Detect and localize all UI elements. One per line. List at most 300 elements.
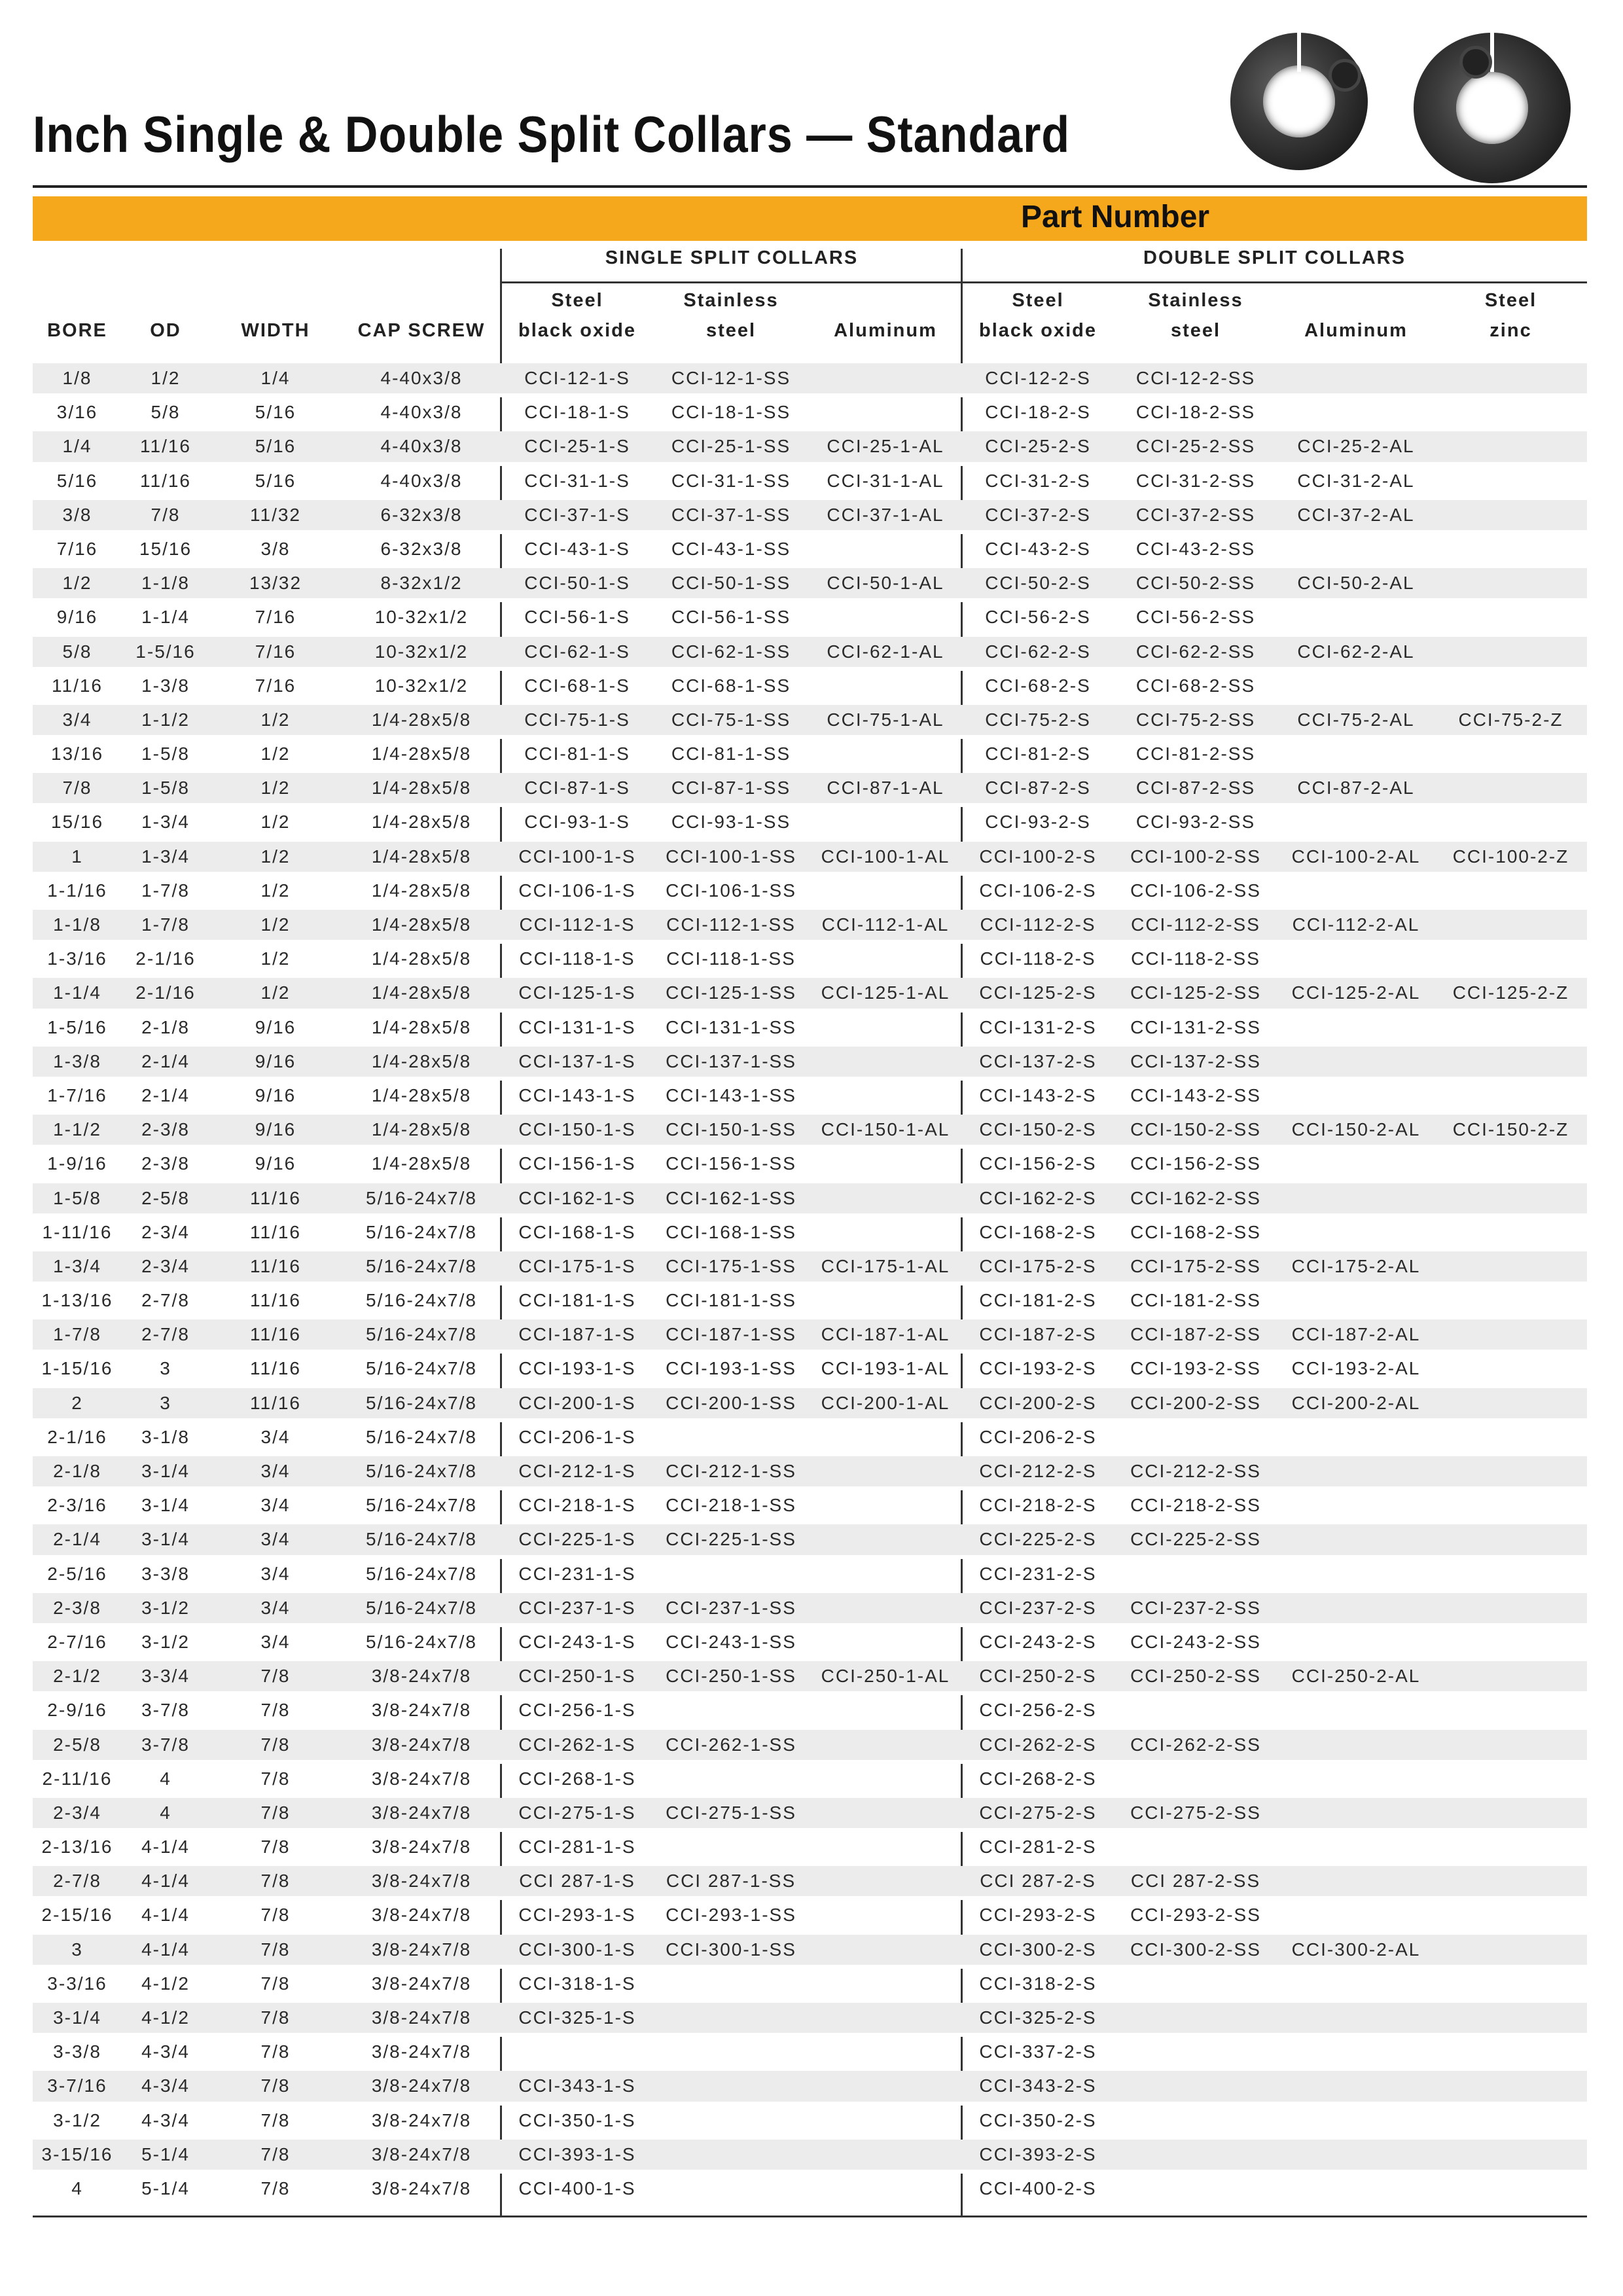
table-row	[33, 876, 1587, 910]
cell-cap-screw: 6-32x3/8	[380, 538, 463, 559]
cell-single-stainless: CCI-218-1-SS	[666, 1495, 796, 1516]
cell-cap-screw: 3/8-24x7/8	[371, 1905, 472, 1926]
cell-double-zinc	[1435, 1013, 1587, 1043]
cell-od: 2-1/4	[141, 1050, 190, 1071]
cell-single-stainless: CCI-62-1-SS	[671, 641, 791, 662]
cell-width: 9/16	[255, 1153, 296, 1174]
cell-cap-screw: 5/16-24x7/8	[366, 1187, 477, 1208]
cell-double-steel: CCI-100-2-S	[979, 846, 1097, 867]
cell-single-aluminum	[809, 2140, 962, 2170]
cell-bore: 1-13/16	[41, 1290, 113, 1311]
cell-single-stainless: CCI-300-1-SS	[666, 1939, 796, 1960]
cell-double-steel: CCI-212-2-S	[979, 1461, 1097, 1481]
cell-single-steel: CCI-112-1-S	[519, 914, 635, 935]
cell-double-zinc: CCI-150-2-Z	[1452, 1119, 1569, 1140]
cell-double-zinc	[1435, 2140, 1587, 2170]
cell-single-aluminum	[809, 2174, 962, 2204]
cell-single-aluminum	[809, 1730, 962, 1760]
cell-single-aluminum: CCI-25-1-AL	[827, 436, 944, 457]
cell-od: 4-3/4	[141, 2109, 190, 2130]
cell-cap-screw: 4-40x3/8	[380, 436, 463, 457]
cell-bore: 1-7/16	[47, 1085, 107, 1105]
cell-bore: 3-3/8	[53, 2041, 101, 2062]
cell-single-stainless: CCI-156-1-SS	[666, 1153, 796, 1174]
cell-single-aluminum	[809, 671, 962, 701]
cell-double-zinc	[1435, 1422, 1587, 1452]
cell-bore: 3/8	[62, 504, 92, 525]
col-single-steel	[501, 285, 653, 346]
cell-bore: 1-5/16	[47, 1016, 107, 1037]
cell-double-zinc	[1435, 637, 1587, 667]
cell-single-stainless: CCI-112-1-SS	[666, 914, 796, 935]
cell-bore: 1-3/4	[53, 1255, 101, 1276]
cell-single-aluminum	[809, 1149, 962, 1179]
cell-od: 1-5/8	[141, 744, 190, 764]
cell-single-steel: CCI-300-1-S	[518, 1939, 636, 1960]
cell-double-stainless: CCI-200-2-SS	[1130, 1392, 1261, 1413]
cell-double-zinc	[1435, 1183, 1587, 1213]
cell-cap-screw: 5/16-24x7/8	[366, 1221, 477, 1242]
cell-width: 7/8	[260, 2075, 291, 2096]
cell-single-stainless: CCI-168-1-SS	[666, 1221, 796, 1242]
cell-single-stainless: CCI 287-1-SS	[666, 1871, 796, 1892]
cell-double-steel: CCI-325-2-S	[979, 2007, 1097, 2028]
cell-double-zinc	[1435, 1456, 1587, 1486]
double-split-underline	[962, 281, 1587, 283]
cell-single-stainless: CCI-125-1-SS	[666, 982, 796, 1003]
col-single-steel-line1: Steel	[551, 290, 603, 311]
cell-od: 1-5/16	[135, 641, 196, 662]
cell-double-steel: CCI-106-2-S	[979, 880, 1097, 901]
table-row	[33, 1285, 1587, 1319]
cell-double-steel: CCI-37-2-S	[985, 504, 1091, 525]
cell-double-aluminum: CCI-125-2-AL	[1291, 982, 1421, 1003]
cell-double-stainless	[1114, 2037, 1277, 2067]
cell-double-steel: CCI-87-2-S	[985, 778, 1091, 798]
cell-double-aluminum: CCI-150-2-AL	[1291, 1119, 1421, 1140]
col-single-steel-line2: black oxide	[518, 320, 636, 341]
cell-single-steel: CCI-25-1-S	[524, 436, 630, 457]
cell-single-stainless: CCI-262-1-SS	[666, 1734, 796, 1755]
cell-width: 7/8	[260, 1768, 291, 1789]
cell-single-aluminum	[809, 397, 962, 427]
cell-width: 7/16	[255, 641, 296, 662]
col-single-stainless-line2: steel	[705, 320, 757, 341]
cell-double-aluminum	[1277, 1047, 1435, 1077]
cell-cap-screw: 6-32x3/8	[380, 504, 463, 525]
cell-bore: 1/2	[62, 573, 92, 594]
cell-single-stainless: CCI-243-1-SS	[666, 1631, 796, 1652]
table-row	[33, 1490, 1587, 1524]
cell-double-zinc	[1435, 1764, 1587, 1794]
double-split-collar-image	[1414, 33, 1571, 183]
cell-bore: 1-11/16	[42, 1221, 113, 1242]
cell-double-aluminum: CCI-100-2-AL	[1291, 846, 1421, 867]
cell-single-aluminum: CCI-100-1-AL	[821, 846, 950, 867]
cell-bore: 4	[71, 2178, 83, 2198]
cell-double-steel: CCI-231-2-S	[979, 1563, 1097, 1584]
cell-cap-screw: 3/8-24x7/8	[371, 1734, 472, 1755]
table-row	[33, 1251, 1587, 1285]
cell-double-stainless: CCI-112-2-SS	[1131, 914, 1260, 935]
cell-double-aluminum	[1277, 1456, 1435, 1486]
cell-bore: 1-5/8	[53, 1187, 101, 1208]
page-title: Inch Single & Double Split Collars — Standard	[33, 105, 1071, 163]
table-row	[33, 397, 1587, 431]
cell-cap-screw: 5/16-24x7/8	[366, 1426, 477, 1447]
cell-width: 3/4	[260, 1563, 291, 1584]
cell-width: 7/8	[260, 2144, 291, 2164]
table-row	[33, 1115, 1587, 1149]
cell-single-steel: CCI-143-1-S	[518, 1085, 636, 1105]
cell-cap-screw: 5/16-24x7/8	[366, 1495, 477, 1516]
cell-double-aluminum	[1277, 1217, 1435, 1247]
cell-bore: 1-3/16	[47, 948, 107, 969]
table-row	[33, 1935, 1587, 1969]
cell-width: 7/8	[260, 1871, 291, 1892]
cell-bore: 2-1/8	[53, 1461, 101, 1481]
cell-double-aluminum: CCI-50-2-AL	[1297, 573, 1415, 594]
cell-cap-screw: 10-32x1/2	[374, 641, 469, 662]
table-row	[33, 534, 1587, 568]
cell-od: 4-1/4	[141, 1871, 190, 1892]
cell-double-aluminum	[1277, 1695, 1435, 1725]
table-row	[33, 500, 1587, 534]
cell-single-aluminum: CCI-50-1-AL	[827, 573, 944, 594]
col-double-stainless	[1114, 285, 1277, 346]
cell-cap-screw: 3/8-24x7/8	[371, 1666, 472, 1687]
table-row	[33, 2071, 1587, 2105]
cell-od: 2-1/16	[135, 982, 196, 1003]
cell-width: 11/16	[250, 1324, 301, 1345]
cell-double-steel: CCI-400-2-S	[979, 2178, 1097, 2198]
cell-double-zinc	[1435, 1627, 1587, 1657]
cell-double-steel: CCI-150-2-S	[979, 1119, 1097, 1140]
cell-single-aluminum: CCI-125-1-AL	[821, 982, 950, 1003]
table-header	[33, 242, 1587, 353]
cell-double-zinc	[1435, 2071, 1587, 2101]
cell-double-steel: CCI-112-2-S	[980, 914, 1096, 935]
cell-double-steel: CCI-93-2-S	[985, 812, 1091, 833]
cell-single-stainless	[653, 1695, 809, 1725]
cell-cap-screw: 1/4-28x5/8	[371, 709, 472, 730]
cell-width: 3/8	[260, 538, 291, 559]
cell-single-stainless	[653, 1969, 809, 1999]
cell-od: 5-1/4	[141, 2144, 190, 2164]
cell-single-stainless: CCI-212-1-SS	[666, 1461, 796, 1481]
table-row	[33, 1695, 1587, 1729]
cell-width: 7/16	[255, 675, 296, 696]
table-row	[33, 602, 1587, 636]
cell-single-aluminum	[809, 1832, 962, 1862]
cell-double-steel: CCI-300-2-S	[979, 1939, 1097, 1960]
cell-single-stainless: CCI-200-1-SS	[666, 1392, 796, 1413]
cell-double-stainless: CCI-50-2-SS	[1135, 573, 1256, 594]
cell-single-steel: CCI-87-1-S	[524, 778, 630, 798]
cell-double-stainless: CCI-25-2-SS	[1135, 436, 1256, 457]
cell-bore: 2-7/8	[53, 1871, 101, 1892]
cell-single-aluminum	[809, 1285, 962, 1316]
cell-width: 7/8	[260, 1802, 291, 1823]
cell-bore: 9/16	[56, 607, 98, 628]
table-row	[33, 2003, 1587, 2037]
table-row	[33, 1422, 1587, 1456]
cell-single-aluminum: CCI-37-1-AL	[827, 504, 944, 525]
cell-double-zinc: CCI-75-2-Z	[1458, 709, 1563, 730]
cell-double-steel: CCI-200-2-S	[979, 1392, 1097, 1413]
cell-single-steel: CCI-18-1-S	[524, 402, 630, 423]
cell-bore: 1-3/8	[53, 1050, 101, 1071]
table-row	[33, 1559, 1587, 1593]
cell-cap-screw: 3/8-24x7/8	[371, 2178, 472, 2198]
cell-width: 1/2	[260, 914, 291, 935]
cell-single-stainless	[653, 1832, 809, 1862]
cell-double-aluminum: CCI-112-2-AL	[1292, 914, 1420, 935]
cell-cap-screw: 3/8-24x7/8	[371, 2109, 472, 2130]
cell-cap-screw: 1/4-28x5/8	[371, 1016, 472, 1037]
cell-double-aluminum	[1277, 2071, 1435, 2101]
table-row	[33, 637, 1587, 671]
cell-double-zinc	[1435, 1559, 1587, 1589]
cell-width: 7/8	[260, 2178, 291, 2198]
cell-od: 1-3/4	[141, 846, 190, 867]
cell-single-steel: CCI-118-1-S	[519, 948, 635, 969]
cell-double-zinc	[1435, 807, 1587, 837]
cell-single-steel: CCI-93-1-S	[524, 812, 630, 833]
cell-single-aluminum	[809, 1900, 962, 1930]
cell-bore: 5/16	[56, 470, 98, 491]
cell-double-aluminum	[1277, 1969, 1435, 1999]
cell-single-steel: CCI-250-1-S	[518, 1666, 636, 1687]
cell-od: 1-7/8	[141, 914, 190, 935]
cell-double-stainless	[1114, 1559, 1277, 1589]
cell-single-steel: CCI-218-1-S	[518, 1495, 636, 1516]
cell-double-aluminum	[1277, 1013, 1435, 1043]
col-bore: BORE	[47, 320, 107, 341]
cell-single-stainless: CCI-250-1-SS	[666, 1666, 796, 1687]
cell-single-steel: CCI-343-1-S	[518, 2075, 636, 2096]
table-row	[33, 1013, 1587, 1047]
cell-double-zinc	[1435, 1047, 1587, 1077]
cell-od: 3	[160, 1358, 171, 1379]
table-row	[33, 1866, 1587, 1900]
cell-double-aluminum	[1277, 1149, 1435, 1179]
cell-cap-screw: 1/4-28x5/8	[371, 948, 472, 969]
cell-cap-screw: 1/4-28x5/8	[371, 778, 472, 798]
cell-single-steel: CCI-162-1-S	[518, 1187, 636, 1208]
cell-double-aluminum	[1277, 671, 1435, 701]
cell-double-steel: CCI-137-2-S	[979, 1050, 1097, 1071]
cell-double-zinc	[1435, 534, 1587, 564]
col-double-zinc	[1435, 285, 1587, 346]
cell-single-aluminum	[809, 534, 962, 564]
cell-od: 1-7/8	[141, 880, 190, 901]
cell-bore: 1	[71, 846, 83, 867]
cell-bore: 7/8	[62, 778, 92, 798]
table-row	[33, 1319, 1587, 1354]
cell-double-aluminum	[1277, 876, 1435, 906]
cell-double-aluminum: CCI-193-2-AL	[1291, 1358, 1421, 1379]
col-od: OD	[150, 320, 181, 341]
cell-double-stainless: CCI-75-2-SS	[1135, 709, 1256, 730]
cell-cap-screw: 1/4-28x5/8	[371, 846, 472, 867]
cell-bore: 2	[71, 1392, 83, 1413]
cell-double-aluminum	[1277, 1832, 1435, 1862]
cell-single-stainless: CCI-175-1-SS	[666, 1255, 796, 1276]
part-number-heading: Part Number	[1021, 200, 1210, 234]
cell-single-steel: CCI-168-1-S	[518, 1221, 636, 1242]
cell-cap-screw: 5/16-24x7/8	[366, 1290, 477, 1311]
cell-single-steel: CCI-400-1-S	[518, 2178, 636, 2198]
cell-single-steel: CCI-100-1-S	[518, 846, 636, 867]
cell-cap-screw: 3/8-24x7/8	[371, 1802, 472, 1823]
table-row	[33, 1354, 1587, 1388]
cell-double-steel: CCI-281-2-S	[979, 1837, 1097, 1857]
cell-double-zinc	[1435, 431, 1587, 461]
cell-width: 9/16	[255, 1085, 296, 1105]
cell-single-stainless: CCI-275-1-SS	[666, 1802, 796, 1823]
cell-double-zinc	[1435, 739, 1587, 769]
cell-bore: 11/16	[52, 675, 103, 696]
col-single-stainless-line1: Stainless	[683, 290, 779, 311]
cell-single-stainless	[653, 2037, 809, 2067]
cell-double-zinc	[1435, 1149, 1587, 1179]
cell-single-aluminum	[809, 1047, 962, 1077]
cell-width: 11/32	[250, 504, 301, 525]
cell-od: 1-3/4	[141, 812, 190, 833]
cell-double-zinc	[1435, 876, 1587, 906]
cell-single-aluminum: CCI-187-1-AL	[821, 1324, 950, 1345]
cell-double-aluminum	[1277, 1559, 1435, 1589]
cell-double-stainless: CCI-125-2-SS	[1130, 982, 1261, 1003]
cell-single-aluminum: CCI-75-1-AL	[827, 709, 944, 730]
cell-single-stainless: CCI-68-1-SS	[671, 675, 791, 696]
cell-double-stainless: CCI-162-2-SS	[1130, 1187, 1261, 1208]
cell-single-steel: CCI-68-1-S	[524, 675, 630, 696]
cell-double-steel: CCI-243-2-S	[979, 1631, 1097, 1652]
cell-bore: 2-3/4	[53, 1802, 101, 1823]
cell-single-stainless: CCI-118-1-SS	[666, 948, 796, 969]
col-double-steel-line1: Steel	[1012, 290, 1064, 311]
cell-single-steel: CCI-350-1-S	[518, 2109, 636, 2130]
cell-single-aluminum: CCI-31-1-AL	[827, 470, 944, 491]
cell-single-stainless: CCI-100-1-SS	[666, 846, 796, 867]
cell-double-steel: CCI-31-2-S	[985, 470, 1091, 491]
table-row	[33, 1969, 1587, 2003]
cell-double-stainless	[1114, 1695, 1277, 1725]
cell-bore: 1-1/4	[53, 982, 101, 1003]
cell-single-stainless: CCI-150-1-SS	[666, 1119, 796, 1140]
cell-double-zinc	[1435, 1969, 1587, 1999]
cell-double-stainless: CCI-137-2-SS	[1130, 1050, 1261, 1071]
table-row	[33, 705, 1587, 739]
cell-width: 7/16	[255, 607, 296, 628]
cell-single-stainless: CCI-187-1-SS	[666, 1324, 796, 1345]
cell-cap-screw: 3/8-24x7/8	[371, 1973, 472, 1994]
cell-single-steel: CCI-56-1-S	[524, 607, 630, 628]
cell-bore: 2-1/2	[53, 1666, 101, 1687]
cell-single-steel: CCI-187-1-S	[518, 1324, 636, 1345]
cell-double-aluminum	[1277, 1764, 1435, 1794]
cell-width: 1/2	[260, 846, 291, 867]
cell-cap-screw: 5/16-24x7/8	[366, 1392, 477, 1413]
cell-single-steel: CCI-243-1-S	[518, 1631, 636, 1652]
cell-double-zinc	[1435, 1285, 1587, 1316]
cell-double-steel: CCI-18-2-S	[985, 402, 1091, 423]
cell-single-aluminum	[809, 2037, 962, 2067]
cell-double-steel: CCI-56-2-S	[985, 607, 1091, 628]
cell-single-steel: CCI-150-1-S	[518, 1119, 636, 1140]
cell-double-aluminum	[1277, 1524, 1435, 1554]
cell-single-steel: CCI-31-1-S	[524, 470, 630, 491]
cell-single-stainless	[653, 2140, 809, 2170]
cell-double-stainless	[1114, 2174, 1277, 2204]
table-row	[33, 2037, 1587, 2071]
col-double-aluminum: Aluminum	[1304, 320, 1408, 341]
table-row	[33, 2174, 1587, 2208]
cell-single-stainless: CCI-12-1-SS	[671, 368, 791, 388]
cell-bore: 15/16	[50, 812, 104, 833]
cell-width: 3/4	[260, 1529, 291, 1550]
cell-cap-screw: 5/16-24x7/8	[366, 1358, 477, 1379]
col-double-stainless-line2: steel	[1170, 320, 1221, 341]
cell-double-steel: CCI-343-2-S	[979, 2075, 1097, 2096]
cell-double-steel: CCI-193-2-S	[979, 1358, 1097, 1379]
cell-od: 2-7/8	[141, 1290, 190, 1311]
cell-single-steel: CCI-50-1-S	[524, 573, 630, 594]
cell-od: 4-1/4	[141, 1939, 190, 1960]
cell-double-steel: CCI-256-2-S	[979, 1700, 1097, 1721]
cell-cap-screw: 5/16-24x7/8	[366, 1631, 477, 1652]
cell-double-zinc	[1435, 568, 1587, 598]
cell-double-zinc	[1435, 1730, 1587, 1760]
cell-double-zinc	[1435, 2174, 1587, 2204]
cell-cap-screw: 3/8-24x7/8	[371, 1939, 472, 1960]
cell-double-aluminum	[1277, 739, 1435, 769]
cell-double-aluminum: CCI-175-2-AL	[1291, 1255, 1421, 1276]
cell-od: 3-7/8	[141, 1734, 190, 1755]
cell-cap-screw: 3/8-24x7/8	[371, 2041, 472, 2062]
cell-double-steel: CCI-268-2-S	[979, 1768, 1097, 1789]
cell-double-aluminum	[1277, 534, 1435, 564]
cell-double-zinc	[1435, 1661, 1587, 1691]
cell-od: 3-1/2	[141, 1597, 190, 1618]
cell-double-steel: CCI-118-2-S	[980, 948, 1096, 969]
cell-single-aluminum	[809, 1422, 962, 1452]
table-row	[33, 1047, 1587, 1081]
cell-bore: 2-3/16	[47, 1495, 107, 1516]
cell-single-steel: CCI-262-1-S	[518, 1734, 636, 1755]
cell-double-zinc	[1435, 1935, 1587, 1965]
cell-double-steel: CCI-318-2-S	[979, 1973, 1097, 1994]
cell-single-steel: CCI-81-1-S	[524, 744, 630, 764]
cell-width: 1/2	[260, 709, 291, 730]
cell-single-aluminum	[809, 2106, 962, 2136]
cell-double-steel: CCI-218-2-S	[979, 1495, 1097, 1516]
cell-width: 5/16	[255, 436, 296, 457]
cell-width: 7/8	[260, 2041, 291, 2062]
cell-double-steel: CCI-43-2-S	[985, 538, 1091, 559]
cell-cap-screw: 1/4-28x5/8	[371, 1085, 472, 1105]
cell-double-zinc	[1435, 1832, 1587, 1862]
cell-double-stainless: CCI-118-2-SS	[1131, 948, 1260, 969]
cell-double-aluminum	[1277, 397, 1435, 427]
cell-double-aluminum	[1277, 2140, 1435, 2170]
cell-width: 11/16	[250, 1255, 301, 1276]
cell-single-aluminum	[809, 1935, 962, 1965]
cell-double-zinc	[1435, 2037, 1587, 2067]
cell-double-stainless	[1114, 1764, 1277, 1794]
